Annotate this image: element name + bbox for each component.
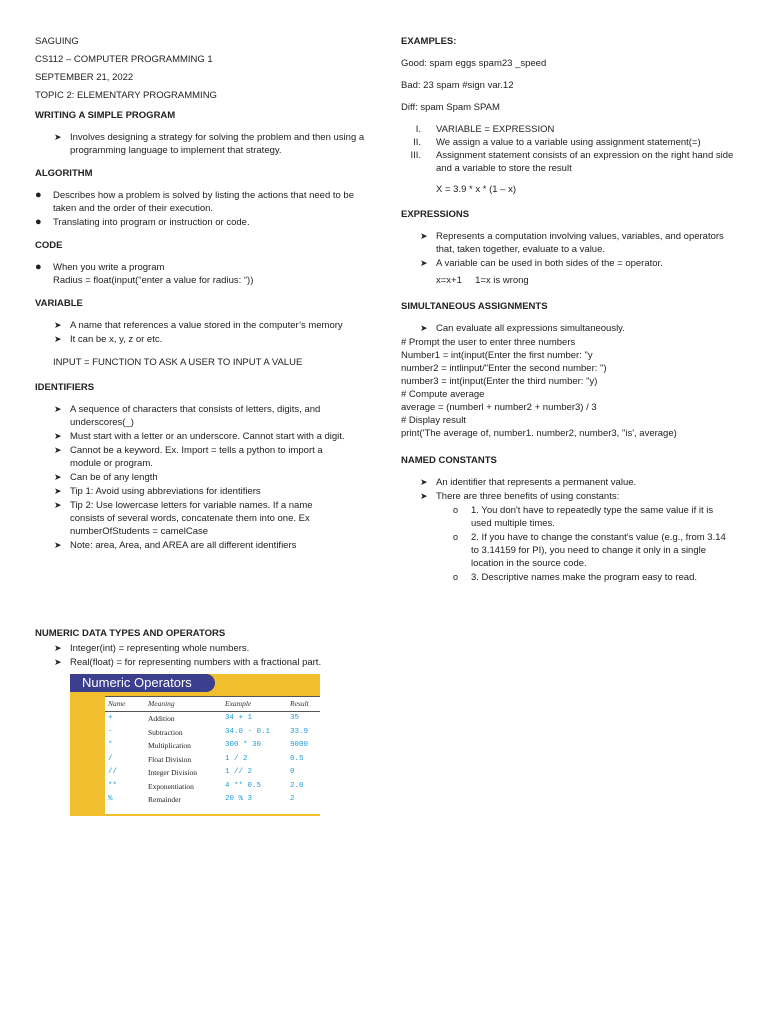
- list-item: II. We assign a value to a variable using assignment statement(=): [413, 137, 701, 148]
- operator-result: 0: [290, 768, 295, 776]
- arrowhead-bullet-icon: ➤: [420, 323, 428, 333]
- column-header: Example: [225, 699, 252, 708]
- benefits-list: [401, 504, 731, 584]
- arrowhead-bullet-icon: ➤: [54, 404, 62, 414]
- identifiers-heading: IDENTIFIERS: [35, 382, 95, 393]
- table-header: [105, 697, 320, 712]
- date: SEPTEMBER 21, 2022: [35, 72, 134, 83]
- operator-example: 34 + 1: [225, 714, 253, 722]
- list-item: ● Describes how a problem is solved by listing the actions that need to be taken and the order of their execution.: [35, 189, 354, 214]
- variable-heading: VARIABLE: [35, 298, 83, 309]
- list-item: o 1. You don't have to repeatedly type the same value if it is used multiple times.: [453, 505, 714, 529]
- table-row: [105, 780, 320, 794]
- operator-meaning: Subtraction: [148, 727, 183, 737]
- column-header: Result: [290, 699, 309, 708]
- operator-name: -: [108, 727, 113, 736]
- operators-table: [105, 696, 320, 814]
- operator-meaning: Float Division: [148, 754, 192, 764]
- arrowhead-bullet-icon: ➤: [420, 477, 428, 487]
- arrowhead-bullet-icon: ➤: [420, 258, 428, 268]
- arrowhead-bullet-icon: ➤: [54, 132, 62, 142]
- operator-meaning: Integer Division: [148, 768, 197, 777]
- example-equation: X = 3.9 * x * (1 – x): [436, 184, 516, 195]
- operator-example: 300 * 30: [225, 741, 262, 749]
- operator-name: /: [108, 754, 113, 763]
- list-item: ➤ Tip 2: Use lowercase letters for variable names. If a name consists of several words, concatenate them into one. Ex numberOfStudents = camelCase: [54, 500, 313, 537]
- arrowhead-bullet-icon: ➤: [54, 445, 62, 455]
- diff-examples: Diff: spam Spam SPAM: [401, 102, 500, 113]
- identifiers-list: [35, 403, 345, 552]
- code-line: # Display result: [401, 415, 466, 426]
- input-note: INPUT = FUNCTION TO ASK A USER TO INPUT A VALUE: [53, 357, 303, 368]
- arrowhead-bullet-icon: ➤: [54, 334, 62, 344]
- operator-name: *: [108, 741, 113, 749]
- table-body: [105, 712, 320, 807]
- variable-list: [35, 319, 370, 346]
- numeric-list: [35, 642, 335, 669]
- arrowhead-bullet-icon: ➤: [54, 431, 62, 441]
- simultaneous-code: [401, 336, 746, 440]
- operator-meaning: Multiplication: [148, 741, 191, 750]
- operator-example: 1 // 2: [225, 768, 253, 776]
- list-item: ➤ It can be x, y, z or etc.: [54, 334, 163, 345]
- expressions-list: [401, 230, 736, 270]
- arrowhead-bullet-icon: ➤: [54, 500, 62, 510]
- arrowhead-bullet-icon: ➤: [54, 486, 62, 496]
- arrowhead-bullet-icon: ➤: [54, 657, 62, 667]
- list-item: ➤ Can be of any length: [54, 472, 158, 483]
- numeric-heading: NUMERIC DATA TYPES AND OPERATORS: [35, 628, 226, 639]
- arrowhead-bullet-icon: ➤: [420, 491, 428, 501]
- operator-name: **: [108, 781, 118, 790]
- list-item: ➤ There are three benefits of using constants:: [420, 491, 620, 502]
- list-item: ➤ Cannot be a keyword. Ex. Import = tells a python to import a module or program.: [54, 445, 323, 469]
- code-line: # Compute average: [401, 389, 485, 400]
- author-name: SAGUING: [35, 36, 79, 47]
- algorithm-list: [35, 189, 370, 229]
- arrowhead-bullet-icon: ➤: [54, 540, 62, 550]
- list-item: ➤ Tip 1: Avoid using abbreviations for identifiers: [54, 486, 261, 497]
- arrowhead-bullet-icon: ➤: [54, 472, 62, 482]
- list-item: III. Assignment statement consists of an expression on the right hand side and a variable to store the result: [410, 150, 734, 174]
- operator-result: 2: [290, 795, 295, 803]
- table-row: [105, 726, 320, 740]
- named-constants-list: [401, 476, 746, 503]
- code-line: Number1 = int(input(Enter the first number: "y: [401, 350, 593, 361]
- algorithm-heading: ALGORITHM: [35, 168, 93, 179]
- bullet-dot-icon: ●: [35, 189, 42, 201]
- named-constants-heading: NAMED CONSTANTS: [401, 455, 497, 466]
- bad-examples: Bad: 23 spam #sign var.12: [401, 80, 514, 91]
- list-item: I. VARIABLE = EXPRESSION: [415, 124, 555, 135]
- simultaneous-heading: SIMULTANEOUS ASSIGNMENTS: [401, 301, 548, 312]
- topic-title: TOPIC 2: ELEMENTARY PROGRAMMING: [35, 90, 217, 101]
- expressions-heading: EXPRESSIONS: [401, 209, 470, 220]
- list-item: ➤ Involves designing a strategy for solving the problem and then using a programming language to implement that strategy.: [54, 132, 365, 156]
- code-line: print('The average of, number1. number2, number3, "is', average): [401, 428, 677, 439]
- table-row: [105, 766, 320, 780]
- operator-result: 33.9: [290, 727, 309, 736]
- list-item: ➤ Real(float) = for representing numbers with a fractional part.: [54, 657, 322, 668]
- operator-example: 4 ** 0.5: [225, 781, 262, 790]
- operator-example: 20 % 3: [225, 795, 253, 803]
- table-row: [105, 793, 320, 807]
- code-heading: CODE: [35, 240, 63, 251]
- operator-example: 1 / 2: [225, 754, 248, 763]
- operator-meaning: Exponentiation: [148, 781, 194, 791]
- table-row: [105, 753, 320, 767]
- course-title: CS112 – COMPUTER PROGRAMMING 1: [35, 54, 213, 65]
- column-header: Name: [108, 699, 126, 708]
- bullet-dot-icon: ●: [35, 261, 42, 273]
- wrong-example: x=x+1 1=x is wrong: [436, 275, 529, 286]
- table-row: [105, 739, 320, 753]
- code-line: number2 = intlinput/"Enter the second number: "): [401, 363, 607, 374]
- code-list: [35, 261, 370, 287]
- list-item: ● When you write a program Radius = float(input(“enter a value for radius: “)): [35, 261, 254, 286]
- list-item: ➤ Note: area, Area, and AREA are all different identifiers: [54, 540, 297, 551]
- operator-result: 2.0: [290, 781, 304, 790]
- code-line: # Prompt the user to enter three numbers: [401, 337, 576, 348]
- operator-meaning: Remainder: [148, 795, 181, 804]
- code-line: number3 = int(input(Enter the third number: "y): [401, 376, 598, 387]
- list-item: ➤ Integer(int) = representing whole numbers.: [54, 643, 250, 654]
- operators-title: Numeric Operators: [70, 674, 215, 692]
- operator-name: //: [108, 768, 118, 776]
- list-item: ➤ Can evaluate all expressions simultaneously.: [420, 323, 625, 334]
- arrowhead-bullet-icon: ➤: [420, 231, 428, 241]
- arrowhead-bullet-icon: ➤: [54, 320, 62, 330]
- numeric-operators-figure: [70, 674, 320, 816]
- writing-list: [35, 131, 370, 157]
- right-column: [401, 35, 746, 594]
- list-item: ➤ A sequence of characters that consists of letters, digits, and underscores(_): [54, 404, 321, 428]
- operator-example: 34.0 - 0.1: [225, 727, 271, 736]
- operator-name: %: [108, 795, 113, 803]
- list-item: ➤ Must start with a letter or an underscore. Cannot start with a digit.: [54, 431, 345, 442]
- numeric-section: [35, 627, 335, 816]
- good-examples: Good: spam eggs spam23 _speed: [401, 58, 547, 69]
- hollow-circle-bullet-icon: o: [453, 572, 459, 582]
- operator-meaning: Addition: [148, 714, 175, 723]
- list-item: o 2. If you have to change the constant's value (e.g., from 3.14 to 3.14159 for PI), you need to change it only in a single location in the source code.: [453, 532, 726, 569]
- hollow-circle-bullet-icon: o: [453, 532, 459, 542]
- simultaneous-list: [401, 322, 746, 335]
- operator-name: +: [108, 714, 113, 722]
- hollow-circle-bullet-icon: o: [453, 505, 459, 515]
- list-item: ➤ Represents a computation involving values, variables, and operators that, taken together, evaluate to a value.: [420, 231, 724, 255]
- list-item: ● Translating into program or instruction or code.: [35, 216, 250, 228]
- table-row: [105, 712, 320, 726]
- writing-heading: WRITING A SIMPLE PROGRAM: [35, 110, 176, 121]
- list-item: o 3. Descriptive names make the program easy to read.: [453, 572, 697, 583]
- arrowhead-bullet-icon: ➤: [54, 643, 62, 653]
- examples-heading: EXAMPLES:: [401, 36, 457, 47]
- list-item: ➤ An identifier that represents a permanent value.: [420, 477, 637, 488]
- operator-result: 35: [290, 714, 300, 722]
- column-header: Meaning: [148, 699, 175, 708]
- bullet-dot-icon: ●: [35, 216, 42, 228]
- assignment-list: [401, 123, 746, 175]
- operator-result: 9000: [290, 741, 309, 749]
- code-line: average = (numberl + number2 + number3) / 3: [401, 402, 597, 413]
- operator-result: 0.5: [290, 754, 304, 763]
- left-column: [35, 35, 370, 562]
- list-item: ➤ A variable can be used in both sides of the = operator.: [420, 258, 663, 269]
- list-item: ➤ A name that references a value stored in the computer’s memory: [54, 320, 343, 331]
